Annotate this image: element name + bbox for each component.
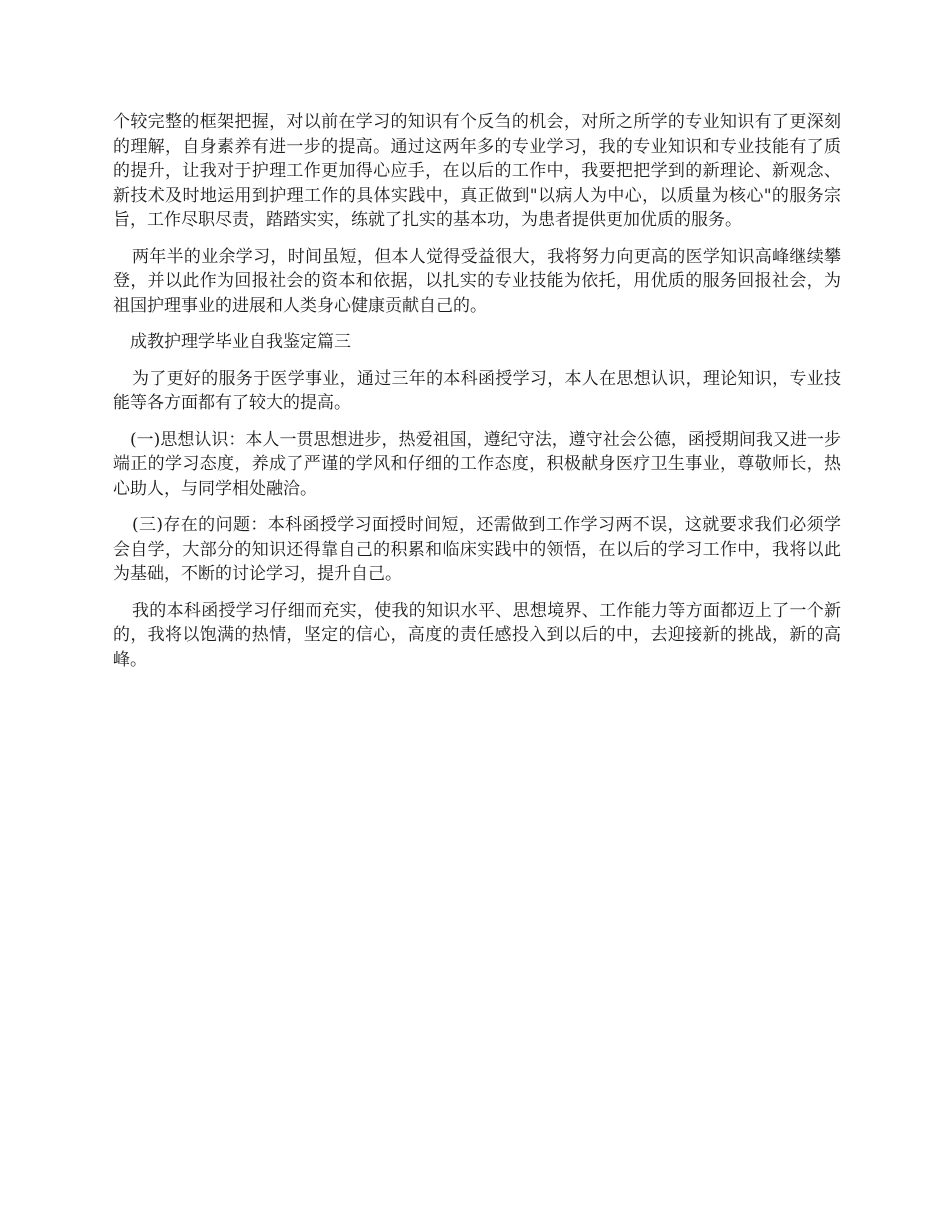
paragraph-existing-problems: (三)存在的问题：本科函授学习面授时间短，还需做到工作学习两不误，这就要求我们必须学会自学，大部分的知识还得靠自己的积累和临床实践中的领悟，在以后的学习工作中，我将以此为基础，不断的讨论学习，提升自己。 — [113, 515, 841, 584]
document-body — [113, 110, 841, 684]
paragraph-conclusion: 我的本科函授学习仔细而充实，使我的知识水平、思想境界、工作能力等方面都迈上了一个新的，我将以饱满的热情，坚定的信心，高度的责任感投入到以后的中，去迎接新的挑战，新的高峰。 — [113, 600, 841, 670]
section-heading-part-three: 成教护理学毕业自我鉴定篇三 — [130, 332, 351, 352]
paragraph-framework-continuation: 个较完整的框架把握，对以前在学习的知识有个反刍的机会，对所之所学的专业知识有了更深刻的理解，自身素养有进一步的提高。通过这两年多的专业学习，我的专业知识和专业技能有了质的提升，让我对于护理工作更加得心应手，在以后的工作中，我要把把学到的新理论、新观念、新技术及时地运用到护理工作的具体实践中，真正做到"以病人为中心，以质量为核心"的服务宗旨，工作尽职尽责，踏踏实实，练就了扎实的基本功，为患者提供更加优质的服务。 — [113, 112, 841, 230]
paragraph-ideological-understanding: (一)思想认识：本人一贯思想进步，热爱祖国，遵纪守法，遵守社会公德，函授期间我又进一步端正的学习态度，养成了严谨的学风和仔细的工作态度，积极献身医疗卫生事业，尊敬师长，热心助人，与同学相处融洽。 — [113, 429, 841, 499]
paragraph-two-and-half-years: 两年半的业余学习，时间虽短，但本人觉得受益很大，我将努力向更高的医学知识高峰继续攀登，并以此作为回报社会的资本和依据，以扎实的专业技能为依托，用优质的服务回报社会，为祖国护理事业的进展和人类身心健康贡献自己的。 — [113, 246, 841, 316]
paragraph-three-year-study: 为了更好的服务于医学事业，通过三年的本科函授学习，本人在思想认识，理论知识，专业技能等各方面都有了较大的提高。 — [113, 368, 841, 413]
